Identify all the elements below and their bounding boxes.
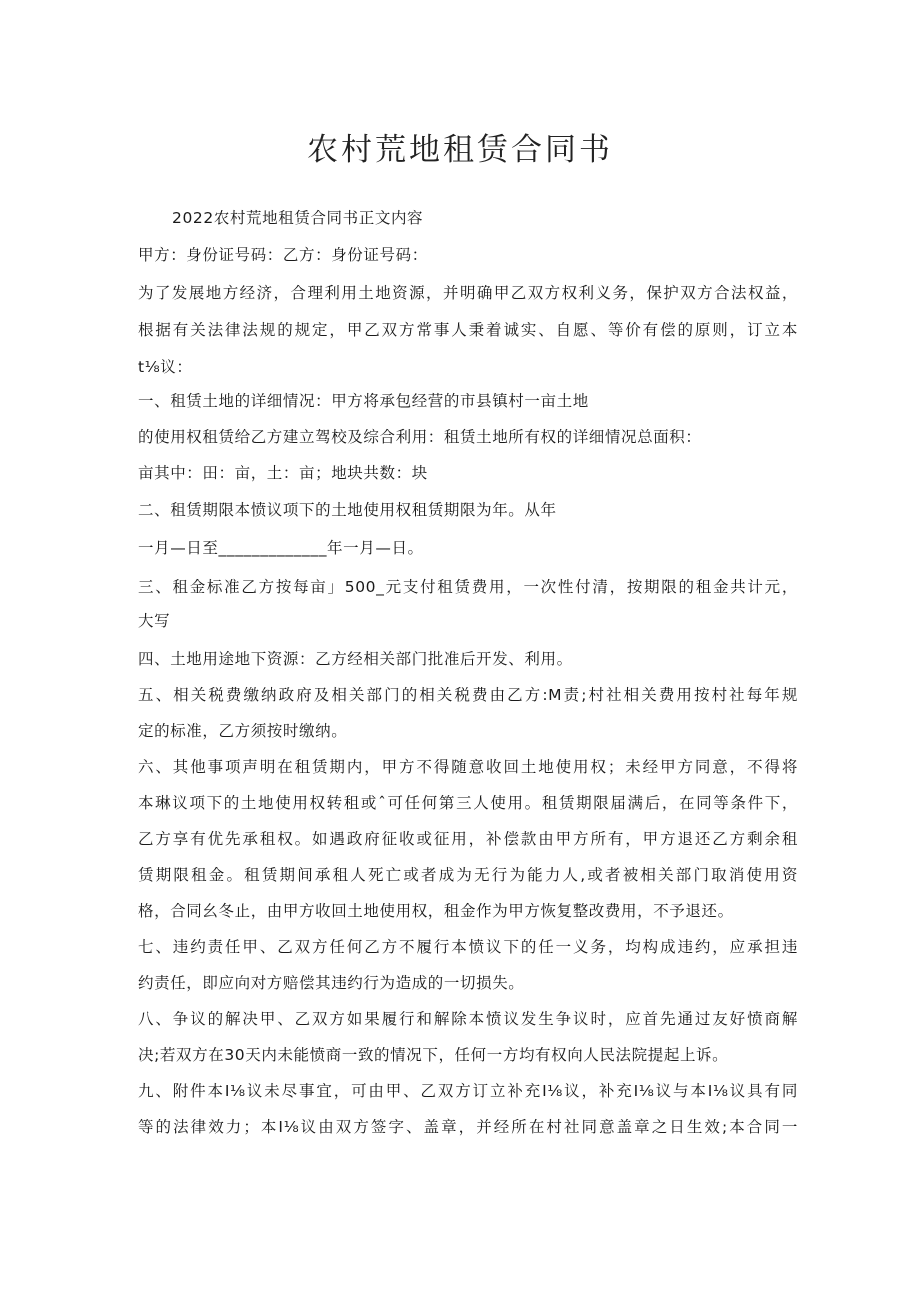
paragraph-line: 乙方享有优先承租权。如遇政府征收或征用，补偿款由甲方所有，甲方退还乙方剩余租 <box>138 830 798 848</box>
paragraph-line: 三、租金标准乙方按每亩」500_元支付租赁费用，一次性付清，按期限的租金共计元， <box>138 578 798 596</box>
paragraph-line: 甲方：身份证号码：乙方：身份证号码： <box>138 246 428 264</box>
paragraph-line: 九、附件本I⅛议未尽事宜，可由甲、乙双方订立补充I⅛议，补充I⅛议与本I⅛议具有同 <box>138 1082 798 1100</box>
paragraph-line: 为了发展地方经济，合理利用土地资源，并明确甲乙双方权利义务，保护双方合法权益， <box>138 284 798 302</box>
paragraph-line: 八、争议的解决甲、乙双方如果履行和解除本愤议发生争议时，应首先通过友好愤商解 <box>138 1010 798 1028</box>
paragraph-line: 根据有关法律法规的规定，甲乙双方常事人秉着诚实、自愿、等价有偿的原则，订立本 <box>138 321 798 339</box>
paragraph-line: 二、租赁期限本愤议项下的土地使用权租赁期限为年。从年 <box>138 501 557 519</box>
document-title: 农村荒地租赁合同书 <box>307 132 613 168</box>
paragraph-line: 本琳议项下的土地使用权转租或ˆ可任何第三人使用。租赁期限届满后，在同等条件下， <box>138 794 798 812</box>
paragraph-line: 六、其他事项声明在租赁期内，甲方不得随意收回土地使用权；未经甲方同意，不得将 <box>138 758 798 776</box>
paragraph-line: 一、租赁土地的详细情况：甲方将承包经营的市县镇村一亩土地 <box>138 392 589 410</box>
paragraph-line: 等的法律效力；本I⅛议由双方签字、盖章，并经所在村社同意盖章之日生效;本合同一 <box>138 1118 798 1136</box>
paragraph-line: 定的标准，乙方须按时缴纳。 <box>138 722 348 740</box>
paragraph-line: 四、土地用途地下资源：乙方经相关部门批准后开发、利用。 <box>138 650 573 668</box>
subtitle-line: 2022农村荒地租赁合同书正文内容 <box>172 209 424 227</box>
paragraph-line: 亩其中：田：亩，土：亩；地块共数：块 <box>138 464 428 482</box>
paragraph-line: t⅛议： <box>138 358 193 376</box>
paragraph-line: 格，合同幺冬止，由甲方收回土地使用权，租金作为甲方恢复整改费用，不予退还。 <box>138 902 734 920</box>
paragraph-line: 大写 <box>138 612 171 630</box>
paragraph-line: 决;若双方在30天内未能愤商一致的情况下，任何一方均有权向人民法院提起上诉。 <box>138 1046 729 1064</box>
paragraph-line: 一月—日至_____________年一月—日。 <box>138 539 424 557</box>
paragraph-line: 的使用权租赁给乙方建立驾校及综合利用：租赁土地所有权的详细情况总面积： <box>138 428 702 446</box>
paragraph-line: 七、违约责任甲、乙双方任何乙方不履行本愤议下的任一义务，均构成违约，应承担违 <box>138 938 798 956</box>
paragraph-line: 五、相关税费缴纳政府及相关部门的相关税费由乙方:M责;村社相关费用按村社每年规 <box>138 686 798 704</box>
paragraph-line: 赁期限租金。租赁期间承租人死亡或者成为无行为能力人,或者被相关部门取消使用资 <box>138 866 798 884</box>
paragraph-line: 约责任，即应向对方赔偿其违约行为造成的一切损失。 <box>138 974 525 992</box>
